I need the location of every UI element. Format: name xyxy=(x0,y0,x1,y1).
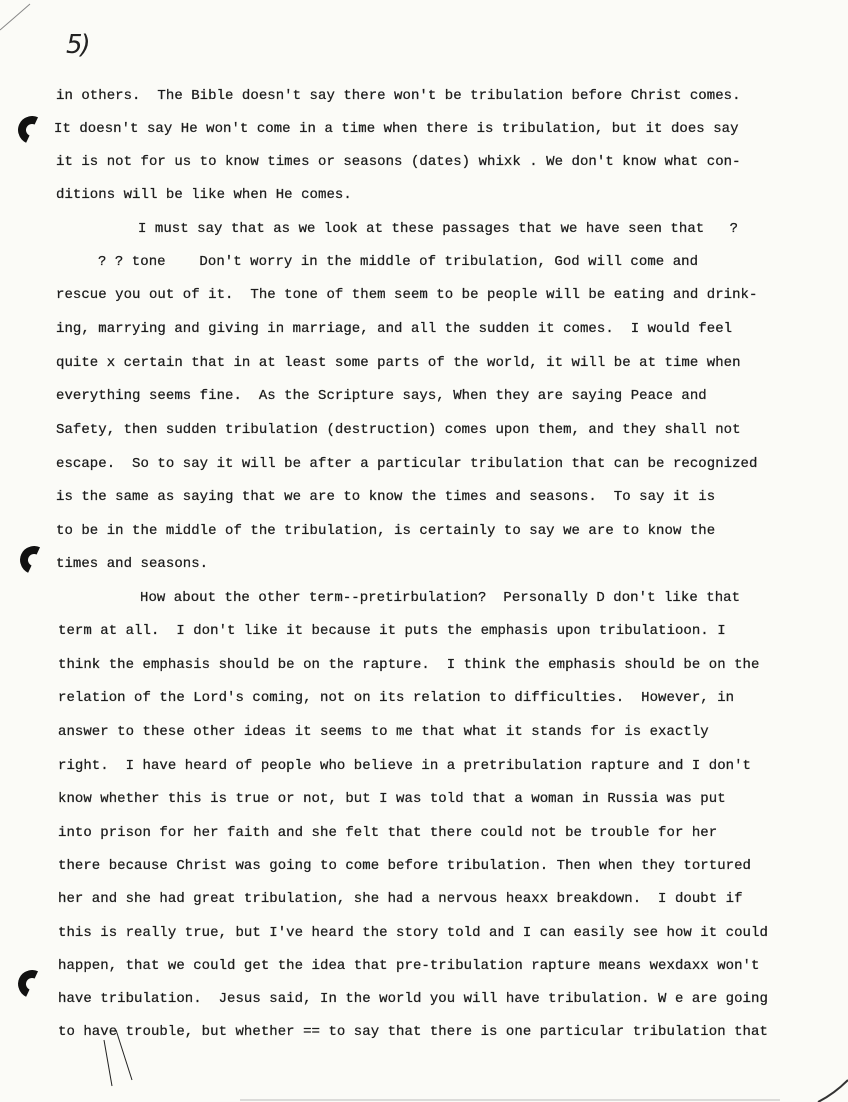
text-line: in others. The Bible doesn't say there won't be tribulation before Christ comes. xyxy=(56,88,741,104)
punch-hole-middle xyxy=(16,542,52,578)
text-line: happen, that we could get the idea that pre-tribulation rapture means wexdaxx won't xyxy=(58,958,760,974)
text-line: rescue you out of it. The tone of them seem to be people will be eating and drink- xyxy=(56,287,758,303)
text-line: to have trouble, but whether == to say that there is one particular tribulation that xyxy=(58,1024,768,1040)
text-line: there because Christ was going to come before tribulation. Then when they tortured xyxy=(58,858,752,874)
text-line: it is not for us to know times or seasons (dates) whixk . We don't know what con- xyxy=(56,154,741,170)
text-line: ing, marrying and giving in marriage, and all the sudden it comes. I would feel xyxy=(56,321,733,337)
text-line: right. I have heard of people who believe in a pretribulation rapture and I don't xyxy=(58,758,752,774)
pen-stroke-1 xyxy=(104,1040,112,1086)
text-line: term at all. I don't like it because it puts the emphasis upon tribulatioon. I xyxy=(58,623,726,639)
text-line: this is really true, but I've heard the story told and I can easily see how it could xyxy=(58,925,768,941)
text-line: I must say that as we look at these passages that we have seen that ? xyxy=(138,221,739,237)
text-line: quite x certain that in at least some parts of the world, it will be at time when xyxy=(56,355,741,371)
text-line: her and she had great tribulation, she had a nervous heaxx breakdown. I doubt if xyxy=(58,891,743,907)
text-line: to be in the middle of the tribulation, is certainly to say we are to know the xyxy=(56,523,716,539)
text-line: think the emphasis should be on the rapture. I think the emphasis should be on the xyxy=(58,657,760,673)
text-line: escape. So to say it will be after a particular tribulation that can be recognized xyxy=(56,456,758,472)
text-line: Safety, then sudden tribulation (destruction) comes upon them, and they shall not xyxy=(56,422,741,438)
text-line: ditions will be like when He comes. xyxy=(56,187,352,203)
punch-hole-top xyxy=(14,112,50,148)
punch-hole-bottom xyxy=(14,966,50,1002)
text-line: relation of the Lord's coming, not on its relation to difficulties. However, in xyxy=(58,690,735,706)
text-line: ? ? tone Don't worry in the middle of tribulation, God will come and xyxy=(98,254,699,270)
text-line: How about the other term--pretirbulation? Personally D don't like that xyxy=(140,590,741,606)
corner-curl-bottom-right xyxy=(818,1080,848,1102)
text-line: is the same as saying that we are to know the times and seasons. To say it is xyxy=(56,489,716,505)
corner-curl-top-left xyxy=(0,4,30,30)
text-line: answer to these other ideas it seems to me that what it stands for is exactly xyxy=(58,724,709,740)
text-line: times and seasons. xyxy=(56,556,209,572)
text-line: It doesn't say He won't come in a time when there is tribulation, but it does say xyxy=(54,121,739,137)
text-line: know whether this is true or not, but I was told that a woman in Russia was put xyxy=(58,791,726,807)
page-number: 5) xyxy=(66,30,89,60)
text-line: everything seems fine. As the Scripture says, When they are saying Peace and xyxy=(56,388,707,404)
text-line: into prison for her faith and she felt that there could not be trouble for her xyxy=(58,825,718,841)
text-line: have tribulation. Jesus said, In the world you will have tribulation. W e are going xyxy=(58,991,768,1007)
